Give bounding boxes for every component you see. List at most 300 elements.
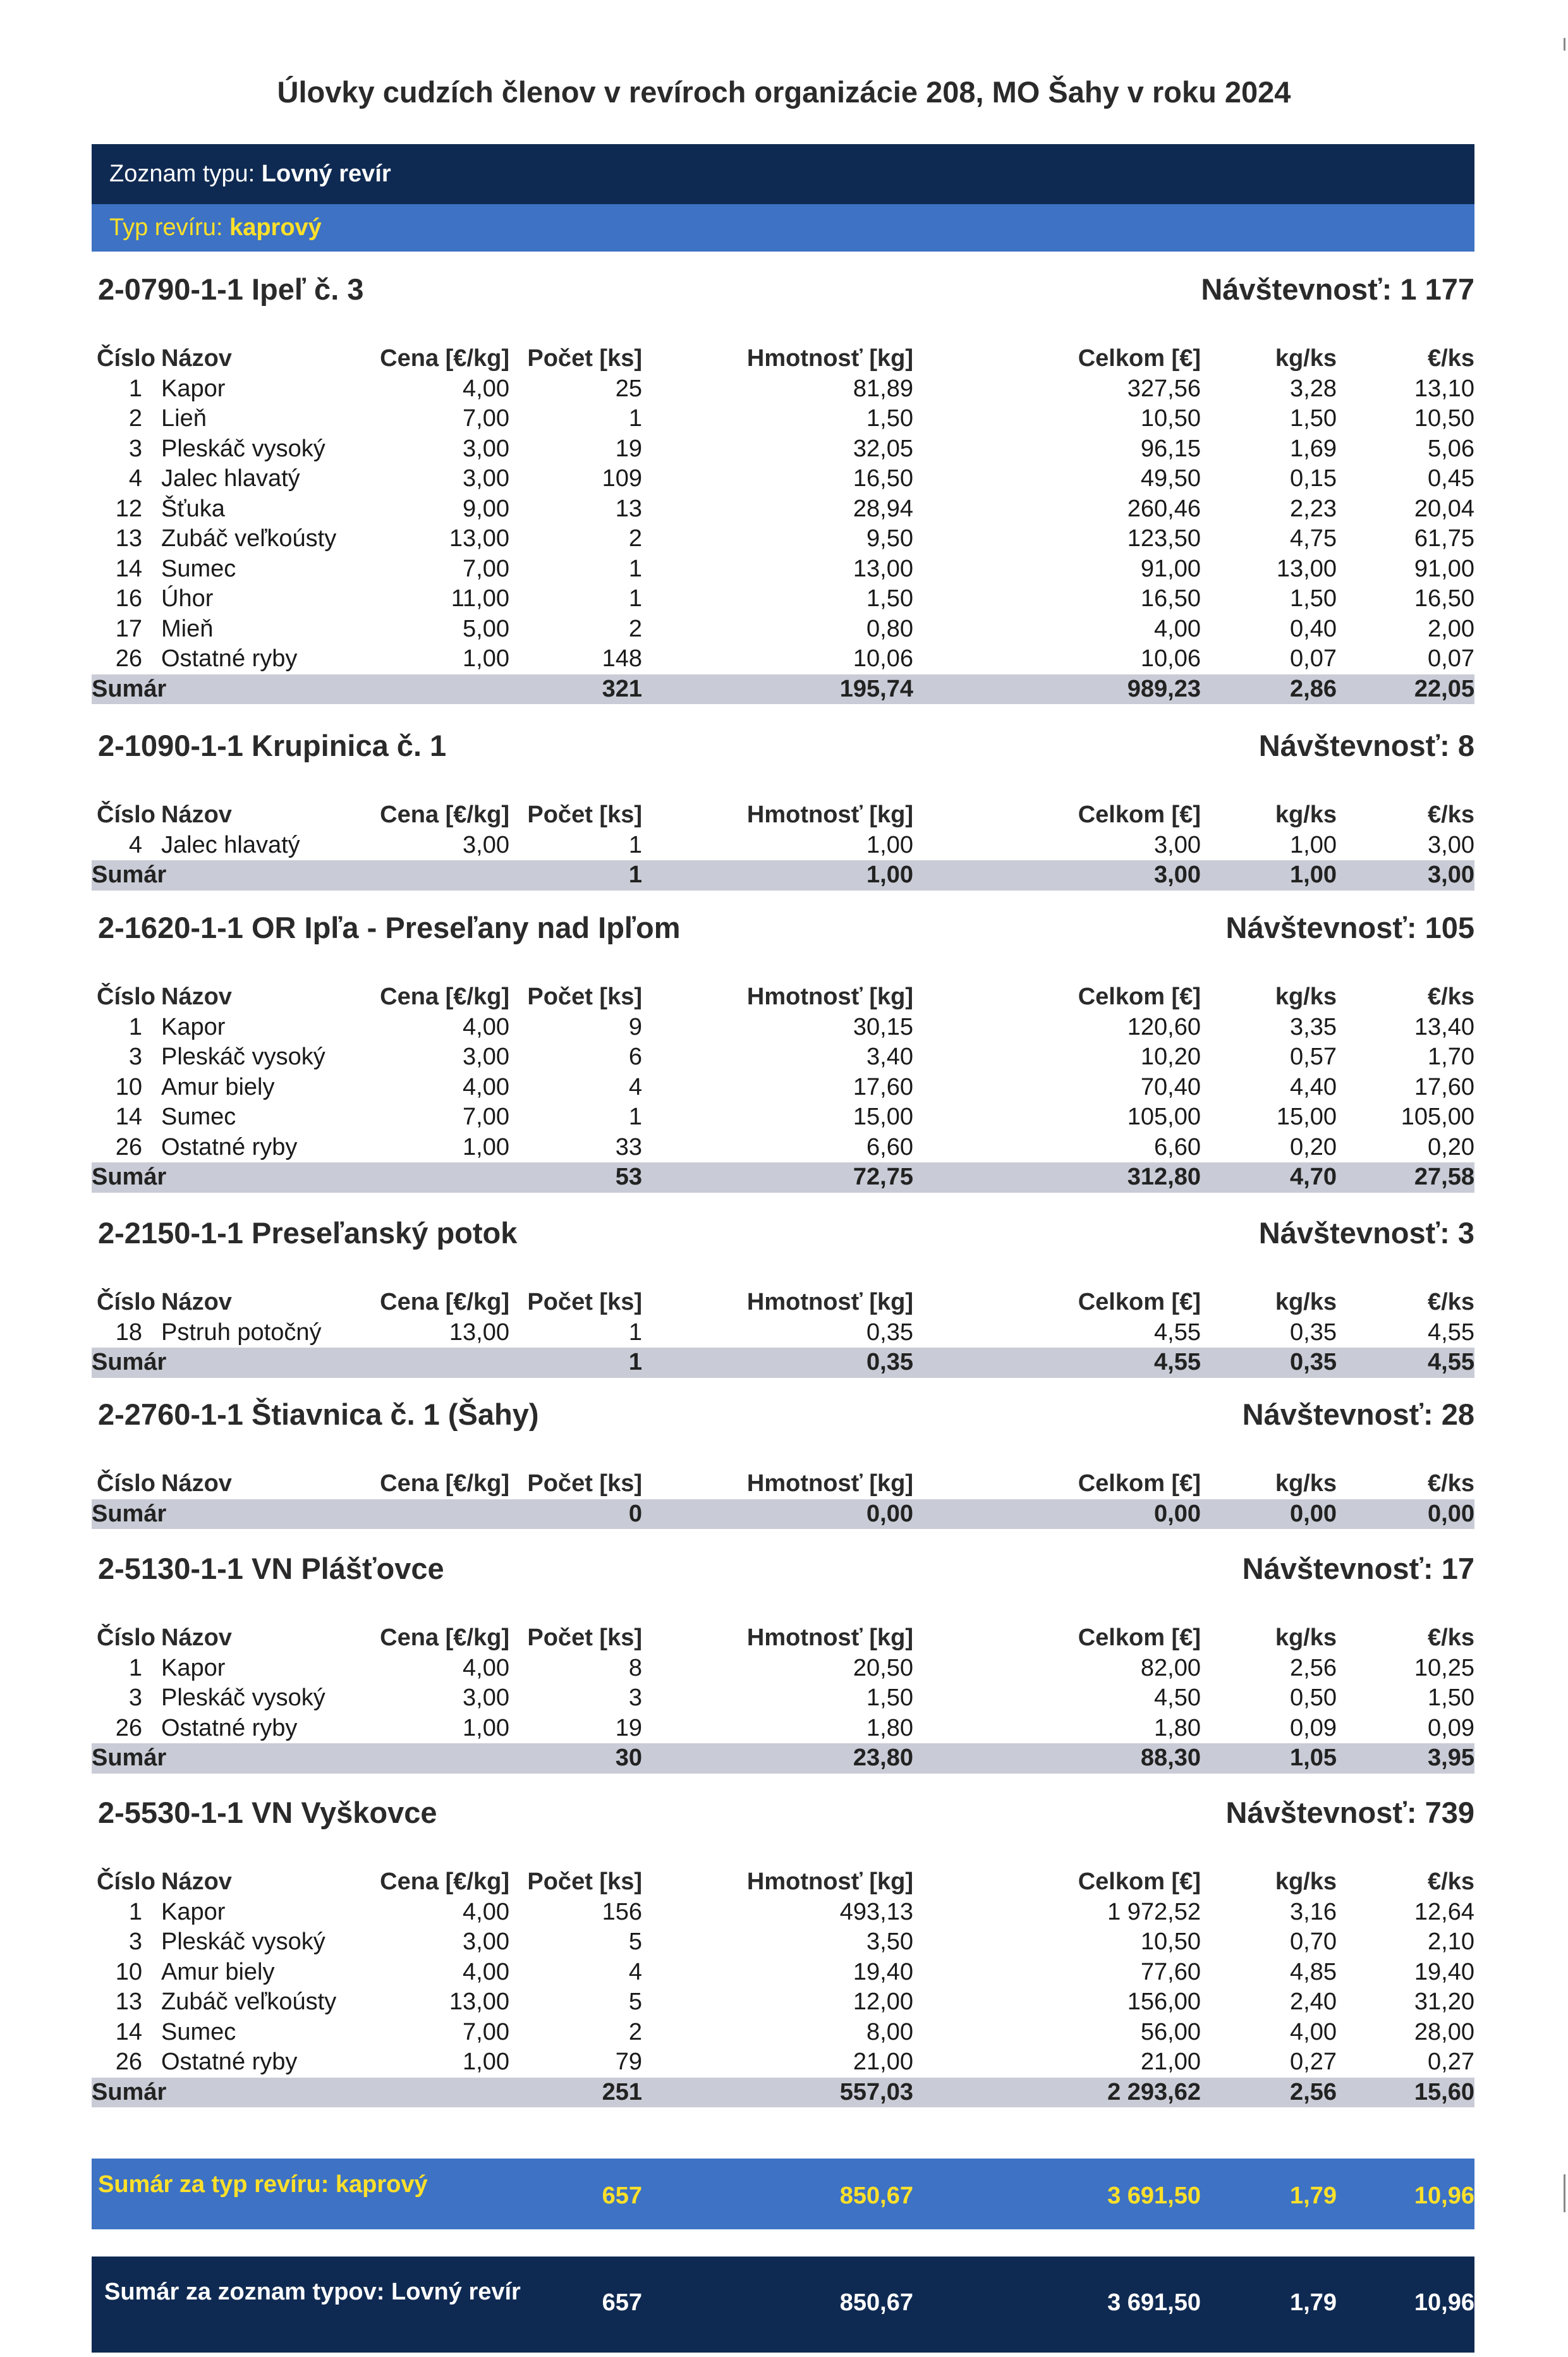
cell-total: 10,50 [1140, 1928, 1201, 1955]
column-header-num: Číslo [97, 1470, 155, 1497]
summary-count: 0 [628, 1500, 642, 1527]
cell-kgks: 0,20 [1290, 1133, 1337, 1160]
cell-num: 1 [128, 1013, 142, 1040]
cell-num: 26 [115, 1133, 142, 1160]
column-header-kgks: kg/ks [1275, 1624, 1337, 1651]
section-header [92, 272, 1474, 316]
column-header-weight: Hmotnosť [kg] [746, 1868, 913, 1895]
cell-price: 4,00 [463, 1654, 509, 1681]
cell-count: 1 [628, 585, 642, 612]
summary-eurks: 3,00 [1428, 862, 1474, 888]
cell-name: Jalec hlavatý [161, 465, 300, 492]
list-summary-label: Sumár za zoznam typov: Lovný revír [104, 2279, 521, 2305]
column-header-price: Cena [€/kg] [380, 801, 509, 828]
column-header-total: Celkom [€] [1078, 345, 1201, 372]
table-row [92, 524, 1474, 554]
summary-count: 321 [602, 675, 642, 702]
cell-weight: 20,50 [853, 1654, 913, 1681]
cell-name: Kapor [161, 375, 226, 402]
cell-total: 3,00 [1154, 831, 1201, 858]
cell-num: 13 [115, 525, 142, 552]
section-title: 2-5530-1-1 VN Vyškovce [98, 1796, 437, 1829]
summary-total: 88,30 [1140, 1745, 1201, 1771]
cell-weight: 81,89 [853, 375, 913, 402]
summary-label: Sumár [92, 1164, 167, 1190]
cell-kgks: 0,70 [1290, 1928, 1337, 1955]
summary-eurks: 3,95 [1428, 1745, 1474, 1771]
area-type-bar [92, 204, 1474, 252]
table-row [92, 1318, 1474, 1348]
summary-row [92, 1743, 1474, 1774]
cell-kgks: 1,00 [1290, 831, 1337, 858]
column-header-eurks: €/ks [1428, 1289, 1474, 1315]
cell-kgks: 2,40 [1290, 1989, 1337, 2015]
cell-name: Ostatné ryby [161, 1714, 298, 1741]
scan-mark [1564, 2174, 1565, 2212]
table-header-row [92, 344, 1474, 374]
summary-row [92, 2078, 1474, 2108]
summary-weight: 1,00 [866, 862, 913, 888]
cell-count: 1 [628, 555, 642, 582]
cell-total: 327,56 [1127, 375, 1201, 402]
column-header-num: Číslo [97, 345, 155, 372]
cell-eurks: 10,50 [1414, 405, 1474, 432]
cell-eurks: 13,40 [1414, 1013, 1474, 1040]
cell-count: 33 [615, 1133, 642, 1160]
cell-count: 79 [615, 2049, 642, 2075]
summary-label: Sumár [92, 675, 167, 702]
cell-eurks: 12,64 [1414, 1898, 1474, 1925]
cell-count: 1 [628, 831, 642, 858]
cell-count: 3 [628, 1684, 642, 1711]
cell-num: 14 [115, 555, 142, 582]
cell-name: Sumec [161, 1104, 236, 1130]
summary-kgks: 1,00 [1290, 862, 1337, 888]
table-row [92, 1927, 1474, 1958]
cell-count: 19 [615, 1714, 642, 1741]
table-header-row [92, 1867, 1474, 1897]
cell-name: Zubáč veľkoústy [161, 525, 337, 552]
column-header-kgks: kg/ks [1275, 1868, 1337, 1895]
cell-kgks: 3,16 [1290, 1898, 1337, 1925]
summary-eurks: 27,58 [1414, 1164, 1474, 1190]
cell-num: 10 [115, 1073, 142, 1100]
cell-name: Pleskáč vysoký [161, 435, 325, 462]
table-row [92, 374, 1474, 405]
cell-eurks: 1,50 [1428, 1684, 1474, 1711]
table-row [92, 554, 1474, 585]
cell-name: Šťuka [161, 495, 225, 522]
table-header-row [92, 1288, 1474, 1318]
cell-num: 1 [128, 1898, 142, 1925]
cell-name: Kapor [161, 1654, 226, 1681]
column-header-price: Cena [€/kg] [380, 1624, 509, 1651]
summary-weight: 0,00 [866, 1500, 913, 1527]
type-summary-eurks: 10,96 [1414, 2183, 1474, 2209]
column-header-eurks: €/ks [1428, 1624, 1474, 1651]
cell-count: 2 [628, 615, 642, 642]
area-type-label: Typ revíru: [109, 214, 223, 241]
cell-price: 7,00 [463, 2018, 509, 2045]
cell-eurks: 31,20 [1414, 1989, 1474, 2015]
cell-price: 7,00 [463, 405, 509, 432]
summary-count: 1 [628, 1349, 642, 1375]
cell-kgks: 1,50 [1290, 585, 1337, 612]
column-header-price: Cena [€/kg] [380, 1470, 509, 1497]
cell-weight: 30,15 [853, 1013, 913, 1040]
cell-count: 148 [602, 645, 642, 672]
cell-name: Mieň [161, 615, 214, 642]
cell-eurks: 3,00 [1428, 831, 1474, 858]
cell-kgks: 2,56 [1290, 1654, 1337, 1681]
cell-count: 1 [628, 405, 642, 432]
cell-total: 91,00 [1140, 555, 1201, 582]
column-header-name: Názov [161, 984, 232, 1010]
cell-eurks: 91,00 [1414, 555, 1474, 582]
page-title: Úlovky cudzích členov v revíroch organizácie 208, MO Šahy v roku 2024 [277, 75, 1291, 109]
summary-row [92, 674, 1474, 705]
cell-price: 1,00 [463, 2049, 509, 2075]
cell-eurks: 16,50 [1414, 585, 1474, 612]
cell-price: 3,00 [463, 1684, 509, 1711]
table-row [92, 1987, 1474, 2018]
column-header-weight: Hmotnosť [kg] [746, 1470, 913, 1497]
cell-weight: 19,40 [853, 1958, 913, 1985]
column-header-price: Cena [€/kg] [380, 984, 509, 1010]
section-visits: Návštevnosť: 28 [1242, 1398, 1474, 1431]
cell-name: Pleskáč vysoký [161, 1928, 325, 1955]
table-row [92, 464, 1474, 494]
cell-count: 4 [628, 1958, 642, 1985]
cell-weight: 3,50 [866, 1928, 913, 1955]
column-header-count: Počet [ks] [527, 1289, 642, 1315]
summary-total: 4,55 [1154, 1349, 1201, 1375]
table-row [92, 434, 1474, 465]
summary-total: 2 293,62 [1107, 2078, 1201, 2105]
scan-mark [1564, 38, 1565, 51]
cell-kgks: 0,40 [1290, 615, 1337, 642]
cell-price: 7,00 [463, 555, 509, 582]
column-header-weight: Hmotnosť [kg] [746, 1289, 913, 1315]
column-header-count: Počet [ks] [527, 1868, 642, 1895]
section-title: 2-1090-1-1 Krupinica č. 1 [98, 729, 447, 762]
column-header-num: Číslo [97, 1289, 155, 1315]
list-summary-weight: 850,67 [839, 2289, 913, 2316]
column-header-total: Celkom [€] [1078, 984, 1201, 1010]
summary-total: 3,00 [1154, 862, 1201, 888]
cell-kgks: 0,09 [1290, 1714, 1337, 1741]
column-header-num: Číslo [97, 984, 155, 1010]
section-title: 2-2150-1-1 Preseľanský potok [98, 1216, 518, 1250]
cell-price: 4,00 [463, 1898, 509, 1925]
cell-kgks: 13,00 [1276, 555, 1337, 582]
cell-total: 56,00 [1140, 2018, 1201, 2045]
fishing-area-section [92, 910, 1474, 1193]
cell-kgks: 0,50 [1290, 1684, 1337, 1711]
fishing-area-section [92, 728, 1474, 891]
summary-weight: 0,35 [866, 1349, 913, 1375]
table-row [92, 404, 1474, 434]
table-row [92, 1714, 1474, 1744]
summary-label: Sumár [92, 1745, 167, 1771]
table-header-row [92, 982, 1474, 1013]
column-header-kgks: kg/ks [1275, 1470, 1337, 1497]
table-row [92, 644, 1474, 674]
fishing-area-section [92, 272, 1474, 704]
cell-num: 3 [128, 1684, 142, 1711]
section-header [92, 1397, 1474, 1441]
summary-eurks: 15,60 [1414, 2078, 1474, 2105]
list-summary-count: 657 [602, 2289, 642, 2316]
cell-kgks: 0,35 [1290, 1319, 1337, 1346]
table-row [92, 2047, 1474, 2078]
column-header-num: Číslo [97, 801, 155, 828]
table-row [92, 1042, 1474, 1073]
section-header [92, 1215, 1474, 1260]
cell-total: 1 972,52 [1107, 1898, 1201, 1925]
cell-name: Sumec [161, 2018, 236, 2045]
cell-price: 1,00 [463, 1714, 509, 1741]
cell-eurks: 0,27 [1428, 2049, 1474, 2075]
cell-num: 2 [128, 405, 142, 432]
cell-total: 70,40 [1140, 1073, 1201, 1100]
fishing-area-section [92, 1551, 1474, 1774]
section-visits: Návštevnosť: 3 [1258, 1216, 1474, 1250]
cell-name: Ostatné ryby [161, 645, 298, 672]
table-row [92, 1683, 1474, 1714]
list-summary-eurks: 10,96 [1414, 2289, 1474, 2316]
cell-total: 120,60 [1127, 1013, 1201, 1040]
column-header-total: Celkom [€] [1078, 1470, 1201, 1497]
summary-total: 0,00 [1154, 1500, 1201, 1527]
summary-count: 1 [628, 862, 642, 888]
cell-count: 9 [628, 1013, 642, 1040]
column-header-count: Počet [ks] [527, 345, 642, 372]
column-header-eurks: €/ks [1428, 1470, 1474, 1497]
summary-eurks: 0,00 [1428, 1500, 1474, 1527]
cell-name: Pstruh potočný [161, 1319, 322, 1346]
column-header-count: Počet [ks] [527, 1624, 642, 1651]
cell-price: 13,00 [449, 1989, 509, 2015]
cell-name: Kapor [161, 1898, 226, 1925]
column-header-price: Cena [€/kg] [380, 345, 509, 372]
type-summary-label: Sumár za typ revíru: kaprový [98, 2171, 428, 2198]
cell-price: 1,00 [463, 1133, 509, 1160]
cell-eurks: 4,55 [1428, 1319, 1474, 1346]
cell-weight: 493,13 [839, 1898, 913, 1925]
column-header-total: Celkom [€] [1078, 801, 1201, 828]
list-summary-total: 3 691,50 [1107, 2289, 1201, 2316]
cell-total: 156,00 [1127, 1989, 1201, 2015]
column-header-name: Názov [161, 1624, 232, 1651]
cell-count: 25 [615, 375, 642, 402]
column-header-count: Počet [ks] [527, 984, 642, 1010]
summary-weight: 72,75 [853, 1164, 913, 1190]
cell-count: 4 [628, 1073, 642, 1100]
summary-label: Sumár [92, 1349, 167, 1375]
summary-weight: 557,03 [839, 2078, 913, 2105]
summary-kgks: 2,56 [1290, 2078, 1337, 2105]
type-summary-count: 657 [602, 2183, 642, 2209]
cell-name: Pleskáč vysoký [161, 1684, 325, 1711]
cell-eurks: 2,10 [1428, 1928, 1474, 1955]
column-header-total: Celkom [€] [1078, 1289, 1201, 1315]
cell-price: 7,00 [463, 1104, 509, 1130]
cell-num: 26 [115, 1714, 142, 1741]
cell-eurks: 0,07 [1428, 645, 1474, 672]
cell-num: 26 [115, 645, 142, 672]
cell-eurks: 0,09 [1428, 1714, 1474, 1741]
cell-name: Pleskáč vysoký [161, 1044, 325, 1070]
cell-name: Jalec hlavatý [161, 831, 300, 858]
cell-num: 4 [128, 831, 142, 858]
cell-price: 13,00 [449, 1319, 509, 1346]
fishing-area-section [92, 1215, 1474, 1378]
table-row [92, 2018, 1474, 2048]
cell-eurks: 5,06 [1428, 435, 1474, 462]
cell-name: Úhor [161, 585, 214, 612]
table-row [92, 614, 1474, 645]
column-header-name: Názov [161, 345, 232, 372]
table-header-row [92, 1623, 1474, 1654]
cell-eurks: 1,70 [1428, 1044, 1474, 1070]
summary-label: Sumár [92, 1500, 167, 1527]
cell-eurks: 0,45 [1428, 465, 1474, 492]
cell-total: 82,00 [1140, 1654, 1201, 1681]
cell-name: Amur biely [161, 1958, 275, 1985]
column-header-num: Číslo [97, 1624, 155, 1651]
cell-weight: 32,05 [853, 435, 913, 462]
cell-weight: 15,00 [853, 1104, 913, 1130]
cell-weight: 8,00 [866, 2018, 913, 2045]
cell-kgks: 0,57 [1290, 1044, 1337, 1070]
cell-count: 13 [615, 495, 642, 522]
cell-count: 1 [628, 1319, 642, 1346]
fishing-area-section [92, 1397, 1474, 1529]
cell-num: 10 [115, 1958, 142, 1985]
cell-num: 4 [128, 465, 142, 492]
summary-eurks: 22,05 [1414, 675, 1474, 702]
cell-num: 14 [115, 1104, 142, 1130]
table-row [92, 1013, 1474, 1043]
cell-price: 4,00 [463, 1958, 509, 1985]
cell-weight: 1,50 [866, 585, 913, 612]
section-visits: Návštevnosť: 1 177 [1201, 272, 1474, 306]
cell-num: 1 [128, 1654, 142, 1681]
cell-eurks: 2,00 [1428, 615, 1474, 642]
cell-count: 2 [628, 525, 642, 552]
section-visits: Návštevnosť: 17 [1242, 1552, 1474, 1585]
column-header-kgks: kg/ks [1275, 984, 1337, 1010]
cell-total: 123,50 [1127, 525, 1201, 552]
type-summary-weight: 850,67 [839, 2183, 913, 2209]
section-title: 2-5130-1-1 VN Plášťovce [98, 1552, 444, 1585]
table-header-row [92, 800, 1474, 831]
summary-weight: 195,74 [839, 675, 913, 702]
cell-kgks: 0,27 [1290, 2049, 1337, 2075]
cell-kgks: 0,07 [1290, 645, 1337, 672]
cell-weight: 28,94 [853, 495, 913, 522]
summary-row [92, 860, 1474, 891]
cell-eurks: 0,20 [1428, 1133, 1474, 1160]
cell-kgks: 3,35 [1290, 1013, 1337, 1040]
section-header [92, 910, 1474, 954]
cell-kgks: 4,00 [1290, 2018, 1337, 2045]
cell-eurks: 17,60 [1414, 1073, 1474, 1100]
section-visits: Návštevnosť: 105 [1225, 911, 1474, 944]
cell-count: 6 [628, 1044, 642, 1070]
cell-kgks: 15,00 [1276, 1104, 1337, 1130]
column-header-kgks: kg/ks [1275, 345, 1337, 372]
table-row [92, 1958, 1474, 1988]
column-header-name: Názov [161, 1868, 232, 1895]
column-header-total: Celkom [€] [1078, 1868, 1201, 1895]
summary-kgks: 0,00 [1290, 1500, 1337, 1527]
cell-price: 5,00 [463, 615, 509, 642]
column-header-eurks: €/ks [1428, 984, 1474, 1010]
cell-price: 3,00 [463, 465, 509, 492]
section-visits: Návštevnosť: 8 [1258, 729, 1474, 762]
cell-total: 4,55 [1154, 1319, 1201, 1346]
type-summary-kgks: 1,79 [1290, 2183, 1337, 2209]
column-header-count: Počet [ks] [527, 1470, 642, 1497]
table-row [92, 1102, 1474, 1133]
cell-price: 9,00 [463, 495, 509, 522]
cell-total: 16,50 [1140, 585, 1201, 612]
section-visits: Návštevnosť: 739 [1225, 1796, 1474, 1829]
summary-row [92, 1499, 1474, 1530]
cell-eurks: 61,75 [1414, 525, 1474, 552]
section-header [92, 728, 1474, 772]
column-header-total: Celkom [€] [1078, 1624, 1201, 1651]
cell-price: 11,00 [451, 585, 509, 612]
column-header-count: Počet [ks] [527, 801, 642, 828]
column-header-kgks: kg/ks [1275, 801, 1337, 828]
summary-row [92, 1162, 1474, 1193]
section-title: 2-0790-1-1 Ipeľ č. 3 [98, 272, 364, 306]
summary-label: Sumár [92, 862, 167, 888]
summary-eurks: 4,55 [1428, 1349, 1474, 1375]
cell-name: Kapor [161, 1013, 226, 1040]
cell-weight: 10,06 [853, 645, 913, 672]
cell-weight: 6,60 [866, 1133, 913, 1160]
cell-price: 4,00 [463, 1073, 509, 1100]
cell-weight: 1,00 [866, 831, 913, 858]
cell-eurks: 28,00 [1414, 2018, 1474, 2045]
cell-eurks: 13,10 [1414, 375, 1474, 402]
cell-weight: 1,80 [866, 1714, 913, 1741]
cell-weight: 16,50 [853, 465, 913, 492]
column-header-weight: Hmotnosť [kg] [746, 984, 913, 1010]
cell-eurks: 10,25 [1414, 1654, 1474, 1681]
column-header-eurks: €/ks [1428, 345, 1474, 372]
cell-num: 3 [128, 1044, 142, 1070]
summary-weight: 23,80 [853, 1745, 913, 1771]
cell-count: 156 [602, 1898, 642, 1925]
column-header-eurks: €/ks [1428, 1868, 1474, 1895]
cell-weight: 1,50 [866, 1684, 913, 1711]
cell-kgks: 4,40 [1290, 1073, 1337, 1100]
column-header-name: Názov [161, 1470, 232, 1497]
list-type-label: Zoznam typu: [109, 161, 255, 187]
table-row [92, 584, 1474, 614]
summary-kgks: 1,05 [1290, 1745, 1337, 1771]
summary-kgks: 4,70 [1290, 1164, 1337, 1190]
cell-count: 8 [628, 1654, 642, 1681]
cell-eurks: 20,04 [1414, 495, 1474, 522]
cell-weight: 17,60 [853, 1073, 913, 1100]
cell-num: 3 [128, 1928, 142, 1955]
